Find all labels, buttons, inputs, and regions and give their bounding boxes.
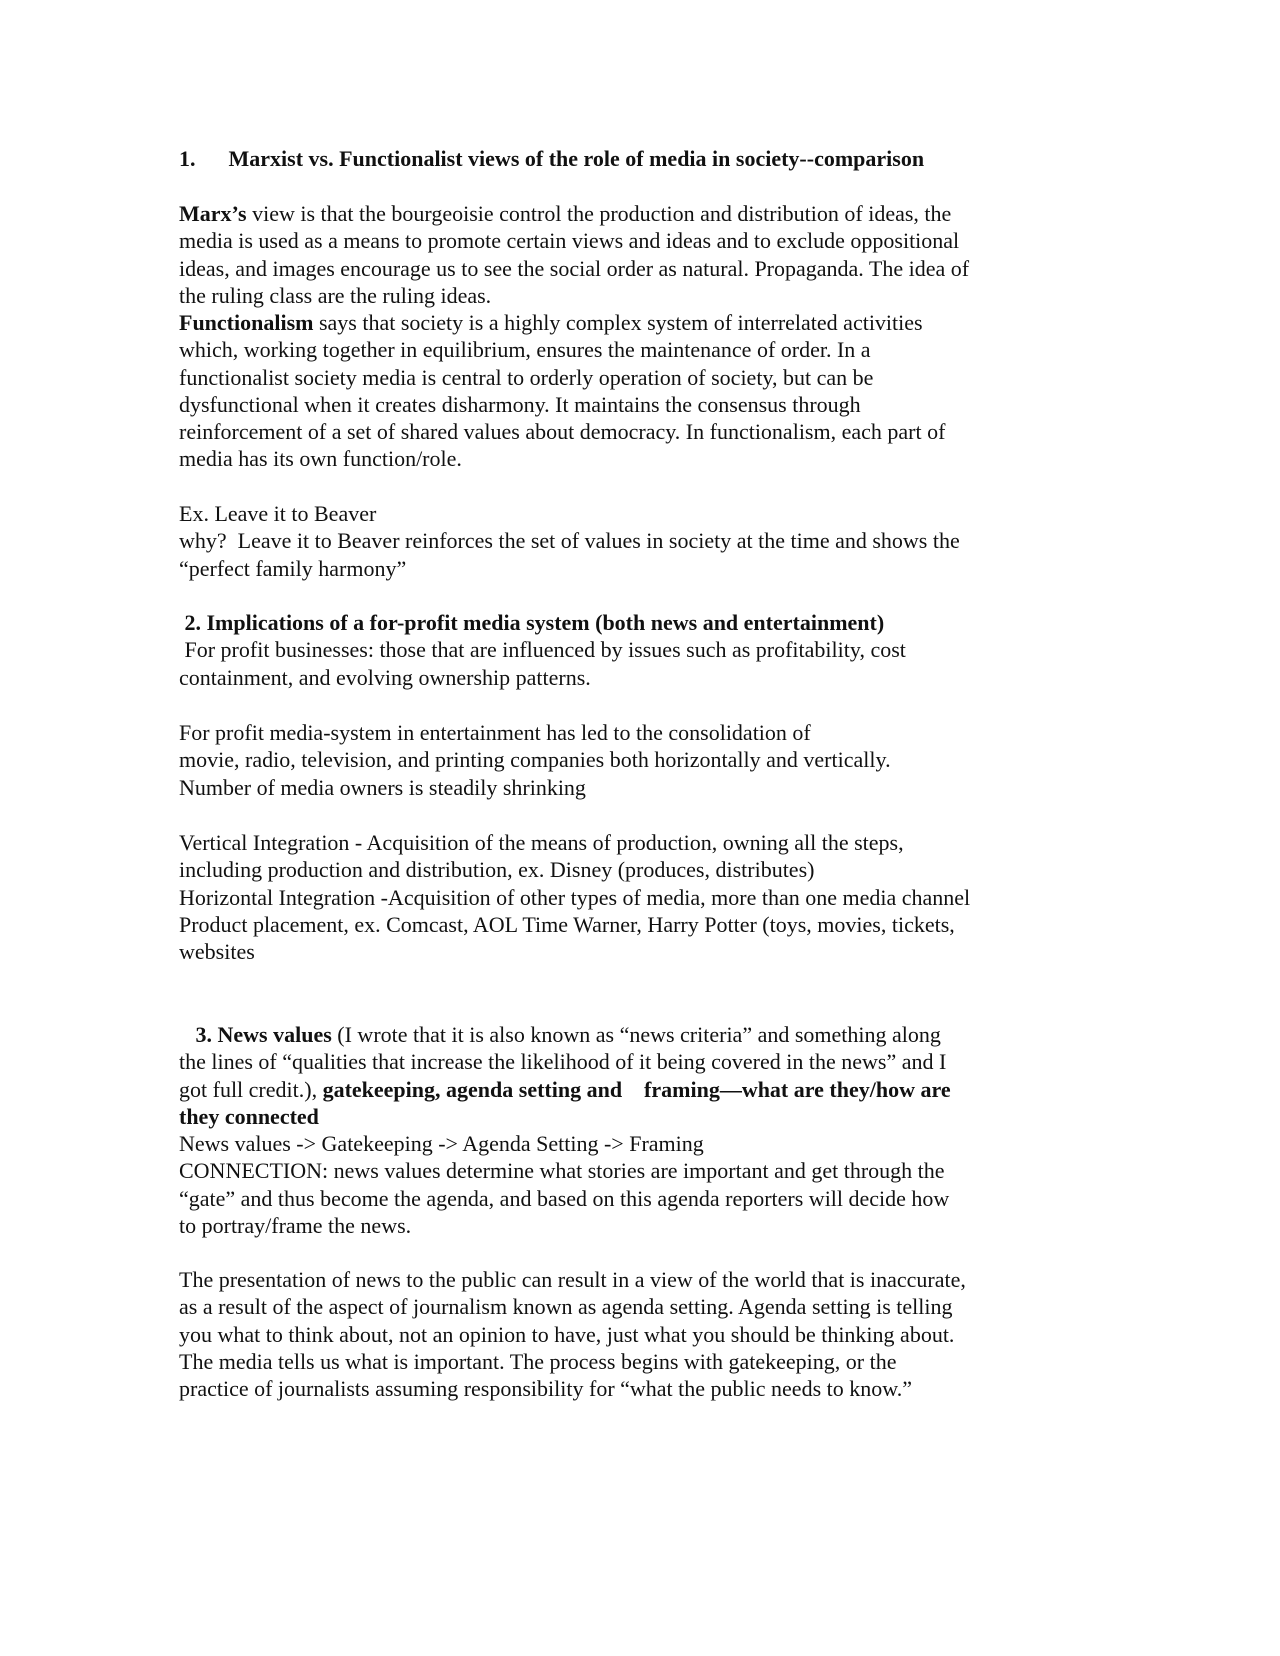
- bold-text: Marx’s: [179, 201, 247, 226]
- text-line: [179, 1076, 951, 1103]
- text-run: Horizontal Integration -Acquisition of other types of media, more than one media channel: [179, 884, 971, 910]
- text-run: media is used as a means to promote certain views and ideas and to exclude oppositional: [179, 228, 960, 254]
- text-run: dysfunctional when it creates disharmony. It maintains the consensus through: [179, 391, 861, 417]
- text-run: the lines of “qualities that increase the likelihood of it being covered in the news” and I: [179, 1049, 947, 1075]
- text-line: [179, 282, 969, 309]
- text-run: ideas, and images encourage us to see the social order as natural. Propaganda. The idea of: [179, 255, 970, 281]
- text-line: [179, 418, 945, 445]
- bold-text: 2. Implications of a for-profit media system (both news and entertainment): [179, 610, 885, 635]
- text-run: including production and distribution, ex. Disney (produces, distributes): [179, 857, 815, 883]
- text-line: [179, 1021, 951, 1048]
- text-run: “perfect family harmony”: [179, 555, 407, 581]
- text-run: view is that the bourgeoisie control the production and distribution of ideas, the: [246, 201, 952, 226]
- text-line: [179, 746, 891, 773]
- text-run: (I wrote that it is also known as “news criteria” and something along: [331, 1022, 941, 1047]
- agenda-setting-paragraph: [179, 1266, 966, 1402]
- text-line: [179, 445, 945, 472]
- text-line: [179, 636, 906, 663]
- text-run: which, working together in equilibrium, ensures the maintenance of order. In a: [179, 337, 871, 363]
- text-line: [179, 1348, 966, 1375]
- text-run: why? Leave it to Beaver reinforces the set of values in society at the time and shows the: [179, 528, 960, 554]
- text-line: [179, 1321, 966, 1348]
- text-line: [179, 1157, 951, 1184]
- text-run: to portray/frame the news.: [179, 1213, 412, 1239]
- text-line: [179, 336, 945, 363]
- text-run: the ruling class are the ruling ideas.: [179, 282, 492, 308]
- text-line: [179, 555, 960, 582]
- text-line: [179, 1048, 951, 1075]
- text-run: containment, and evolving ownership patterns.: [179, 664, 591, 690]
- text-line: [179, 911, 970, 938]
- text-line: [179, 1185, 951, 1212]
- text-line: [179, 938, 970, 965]
- text-run: The media tells us what is important. The process begins with gatekeeping, or the: [179, 1348, 897, 1374]
- marx-paragraph: [179, 200, 969, 309]
- text-run: News values -> Gatekeeping -> Agenda Setting -> Framing: [179, 1131, 704, 1157]
- text-line: [179, 856, 970, 883]
- text-line: [179, 1293, 966, 1320]
- text-line: [179, 309, 945, 336]
- text-line: [179, 1266, 966, 1293]
- text-run: functionalist society media is central to orderly operation of society, but can be: [179, 364, 874, 390]
- text-line: [179, 364, 945, 391]
- text-run: Product placement, ex. Comcast, AOL Time Warner, Harry Potter (toys, movies, tickets,: [179, 911, 955, 937]
- text-run: For profit media-system in entertainment has led to the consolidation of: [179, 720, 811, 745]
- text-line: [179, 527, 960, 554]
- text-line: [179, 1103, 951, 1130]
- text-run: “gate” and thus become the agenda, and based on this agenda reporters will decide how: [179, 1185, 950, 1211]
- text-line: [179, 1375, 966, 1402]
- consolidation-paragraph: [179, 719, 891, 801]
- bold-text: 1. Marxist vs. Functionalist views of the role of media in society--comparison: [179, 146, 925, 171]
- bold-text: they connected: [179, 1103, 319, 1129]
- text-run: Ex. Leave it to Beaver: [179, 501, 377, 526]
- text-line: [179, 1212, 951, 1239]
- bold-text: 3. News values: [179, 1022, 332, 1047]
- text-line: [179, 774, 891, 801]
- text-line: [179, 200, 969, 227]
- example-paragraph: [179, 500, 960, 582]
- text-line: [179, 664, 906, 691]
- text-line: [179, 609, 906, 636]
- text-run: says that society is a highly complex system of interrelated activities: [313, 310, 923, 335]
- text-line: [179, 884, 970, 911]
- text-line: [179, 255, 969, 282]
- text-run: movie, radio, television, and printing companies both horizontally and vertically.: [179, 747, 891, 773]
- text-run: you what to think about, not an opinion to have, just what you should be thinking about.: [179, 1321, 955, 1347]
- text-run: media has its own function/role.: [179, 446, 462, 472]
- integration-paragraph: [179, 829, 970, 965]
- text-run: Number of media owners is steadily shrinking: [179, 774, 586, 800]
- heading-3: [179, 1021, 951, 1239]
- text-run: websites: [179, 939, 255, 965]
- text-line: [179, 1130, 951, 1157]
- text-run: CONNECTION: news values determine what stories are important and get through the: [179, 1158, 945, 1184]
- text-run: as a result of the aspect of journalism known as agenda setting. Agenda setting is telling: [179, 1294, 953, 1320]
- text-run: got full credit.),: [179, 1076, 323, 1102]
- text-run: practice of journalists assuming responsibility for “what the public needs to know.”: [179, 1376, 912, 1402]
- text-line: [179, 719, 891, 746]
- text-line: [179, 500, 960, 527]
- text-run: Vertical Integration - Acquisition of the means of production, owning all the steps,: [179, 830, 904, 855]
- text-line: [179, 145, 924, 172]
- text-line: [179, 227, 969, 254]
- heading-2: [179, 609, 906, 691]
- bold-text: gatekeeping, agenda setting and framing—what are they/how are: [322, 1076, 951, 1102]
- text-line: [179, 391, 945, 418]
- text-run: reinforcement of a set of shared values about democracy. In functionalism, each part of: [179, 419, 946, 445]
- functionalism-paragraph: [179, 309, 945, 473]
- bold-text: Functionalism: [179, 310, 314, 335]
- text-run: The presentation of news to the public can result in a view of the world that is inaccurate,: [179, 1267, 966, 1292]
- text-run: For profit businesses: those that are influenced by issues such as profitability, cost: [179, 637, 906, 663]
- heading-1: [179, 145, 924, 172]
- text-line: [179, 829, 970, 856]
